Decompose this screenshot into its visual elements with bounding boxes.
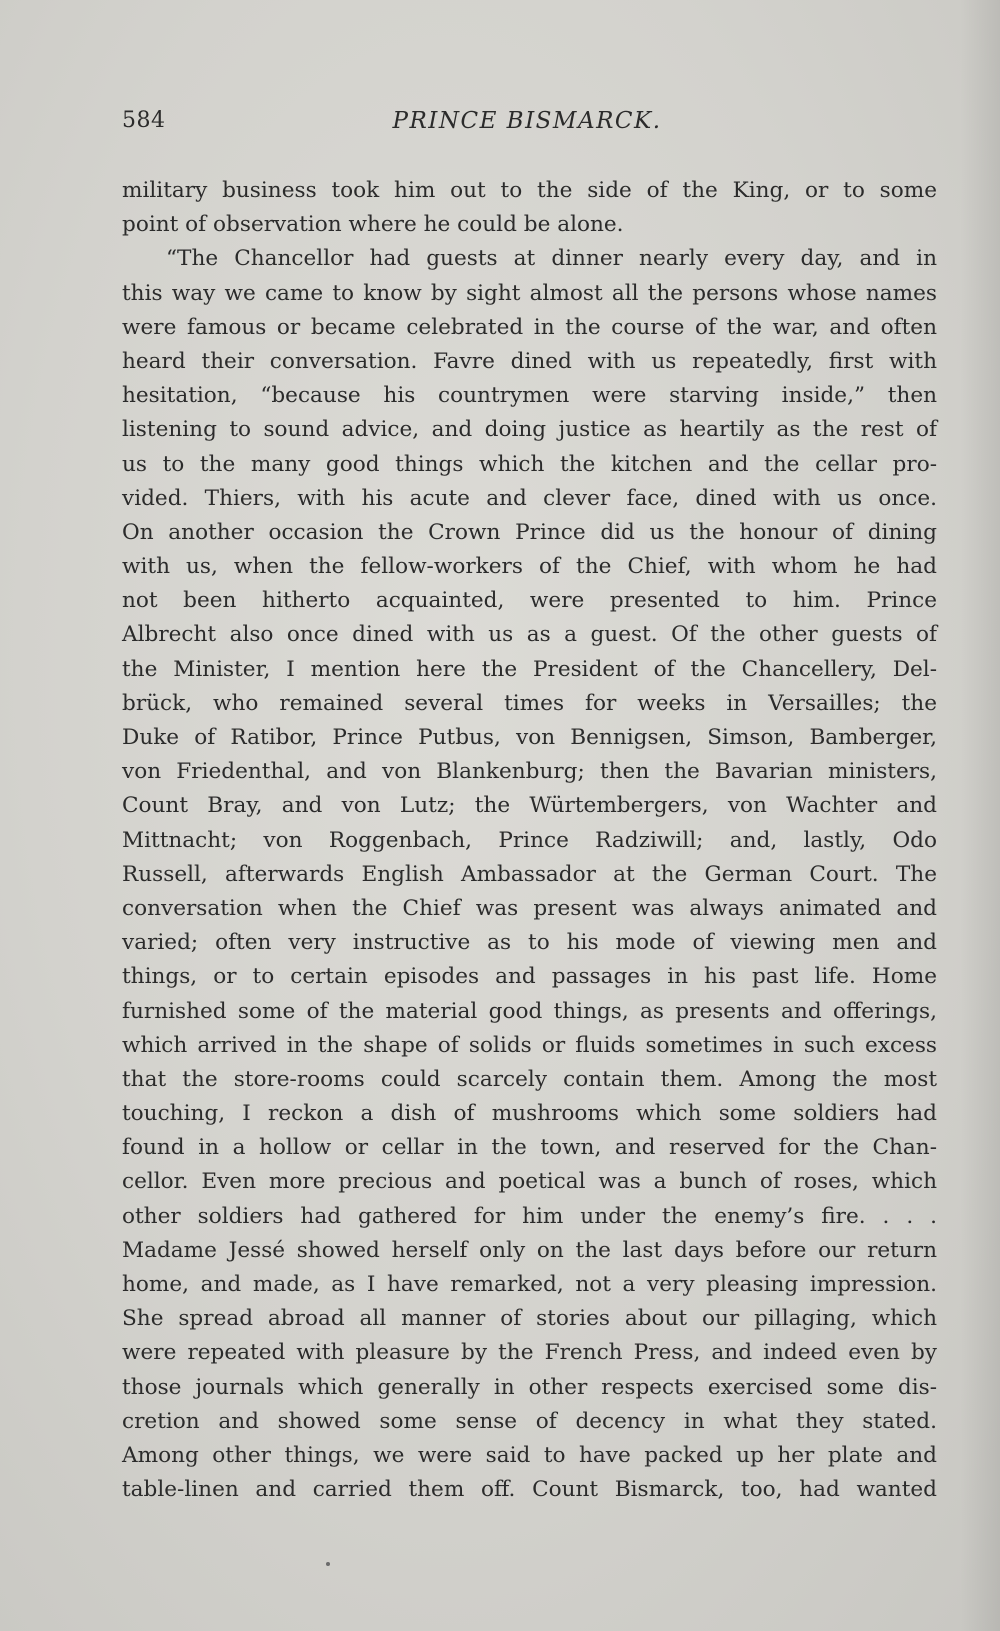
text-line: those journals which generally in other respects exercised some dis-	[122, 1374, 937, 1400]
text-line: On another occasion the Crown Prince did us the honour of dining	[122, 519, 937, 545]
page-number: 584	[122, 108, 166, 133]
text-line: found in a hollow or cellar in the town, and reserved for the Chan-	[122, 1135, 937, 1161]
text-line: hesitation, “because his countrymen were starving inside,” then	[122, 383, 937, 409]
text-line: were famous or became celebrated in the course of the war, and often	[122, 314, 937, 340]
text-line: brück, who remained several times for weeks in Versailles; the	[122, 690, 937, 716]
text-line: Duke of Ratibor, Prince Putbus, von Bennigsen, Simson, Bamberger,	[122, 725, 937, 750]
text-line: Among other things, we were said to have packed up her plate and	[122, 1442, 937, 1468]
text-line: furnished some of the material good things, as presents and offerings,	[122, 998, 937, 1024]
text-line: not been hitherto acquainted, were presented to him. Prince	[122, 588, 937, 614]
text-line: point of observation where he could be alone.	[122, 212, 624, 238]
text-line: conversation when the Chief was present was always animated and	[122, 895, 937, 921]
text-line: Russell, afterwards English Ambassador at the German Court. The	[122, 861, 937, 887]
text-line: von Friedenthal, and von Blankenburg; then the Bavarian ministers,	[122, 759, 937, 785]
page-edge-shadow	[960, 0, 1000, 1631]
paper-speck	[326, 1562, 330, 1566]
text-line: were repeated with pleasure by the French Press, and indeed even by	[122, 1340, 937, 1366]
text-line: the Minister, I mention here the President of the Chancellery, Del-	[122, 656, 937, 682]
text-line: Madame Jessé showed herself only on the last days before our return	[122, 1237, 937, 1263]
text-line: that the store-rooms could scarcely contain them. Among the most	[122, 1066, 937, 1092]
text-line: “The Chancellor had guests at dinner nearly every day, and in	[166, 246, 937, 272]
text-line: touching, I reckon a dish of mushrooms which some soldiers had	[122, 1101, 937, 1127]
text-line: vided. Thiers, with his acute and clever face, dined with us once.	[122, 485, 937, 511]
text-line: us to the many good things which the kitchen and the cellar pro-	[122, 451, 937, 477]
body-text	[122, 174, 937, 1507]
text-line: cellor. Even more precious and poetical was a bunch of roses, which	[122, 1169, 937, 1195]
text-line: home, and made, as I have remarked, not a very pleasing impression.	[122, 1272, 937, 1297]
text-line: Mittnacht; von Roggenbach, Prince Radziwill; and, lastly, Odo	[122, 827, 937, 853]
running-title: PRINCE BISMARCK.	[392, 108, 662, 134]
text-line: other soldiers had gathered for him under the enemy’s fire. . . .	[122, 1203, 937, 1229]
text-line: heard their conversation. Favre dined with us repeatedly, first with	[122, 348, 937, 374]
text-line: She spread abroad all manner of stories about our pillaging, which	[122, 1306, 937, 1332]
text-line: Albrecht also once dined with us as a guest. Of the other guests of	[122, 622, 937, 648]
page-header	[122, 108, 932, 144]
text-line: which arrived in the shape of solids or fluids sometimes in such excess	[122, 1032, 937, 1058]
text-line: cretion and showed some sense of decency in what they stated.	[122, 1408, 937, 1434]
text-line: table-linen and carried them off. Count Bismarck, too, had wanted	[122, 1477, 937, 1503]
text-line: with us, when the fellow-workers of the Chief, with whom he had	[122, 554, 937, 580]
text-line: listening to sound advice, and doing justice as heartily as the rest of	[122, 417, 937, 443]
text-line: military business took him out to the side of the King, or to some	[122, 178, 937, 203]
text-line: this way we came to know by sight almost all the persons whose names	[122, 280, 937, 306]
text-line: varied; often very instructive as to his mode of viewing men and	[122, 930, 937, 956]
text-line: things, or to certain episodes and passages in his past life. Home	[122, 964, 937, 990]
text-line: Count Bray, and von Lutz; the Würtembergers, von Wachter and	[122, 793, 937, 819]
